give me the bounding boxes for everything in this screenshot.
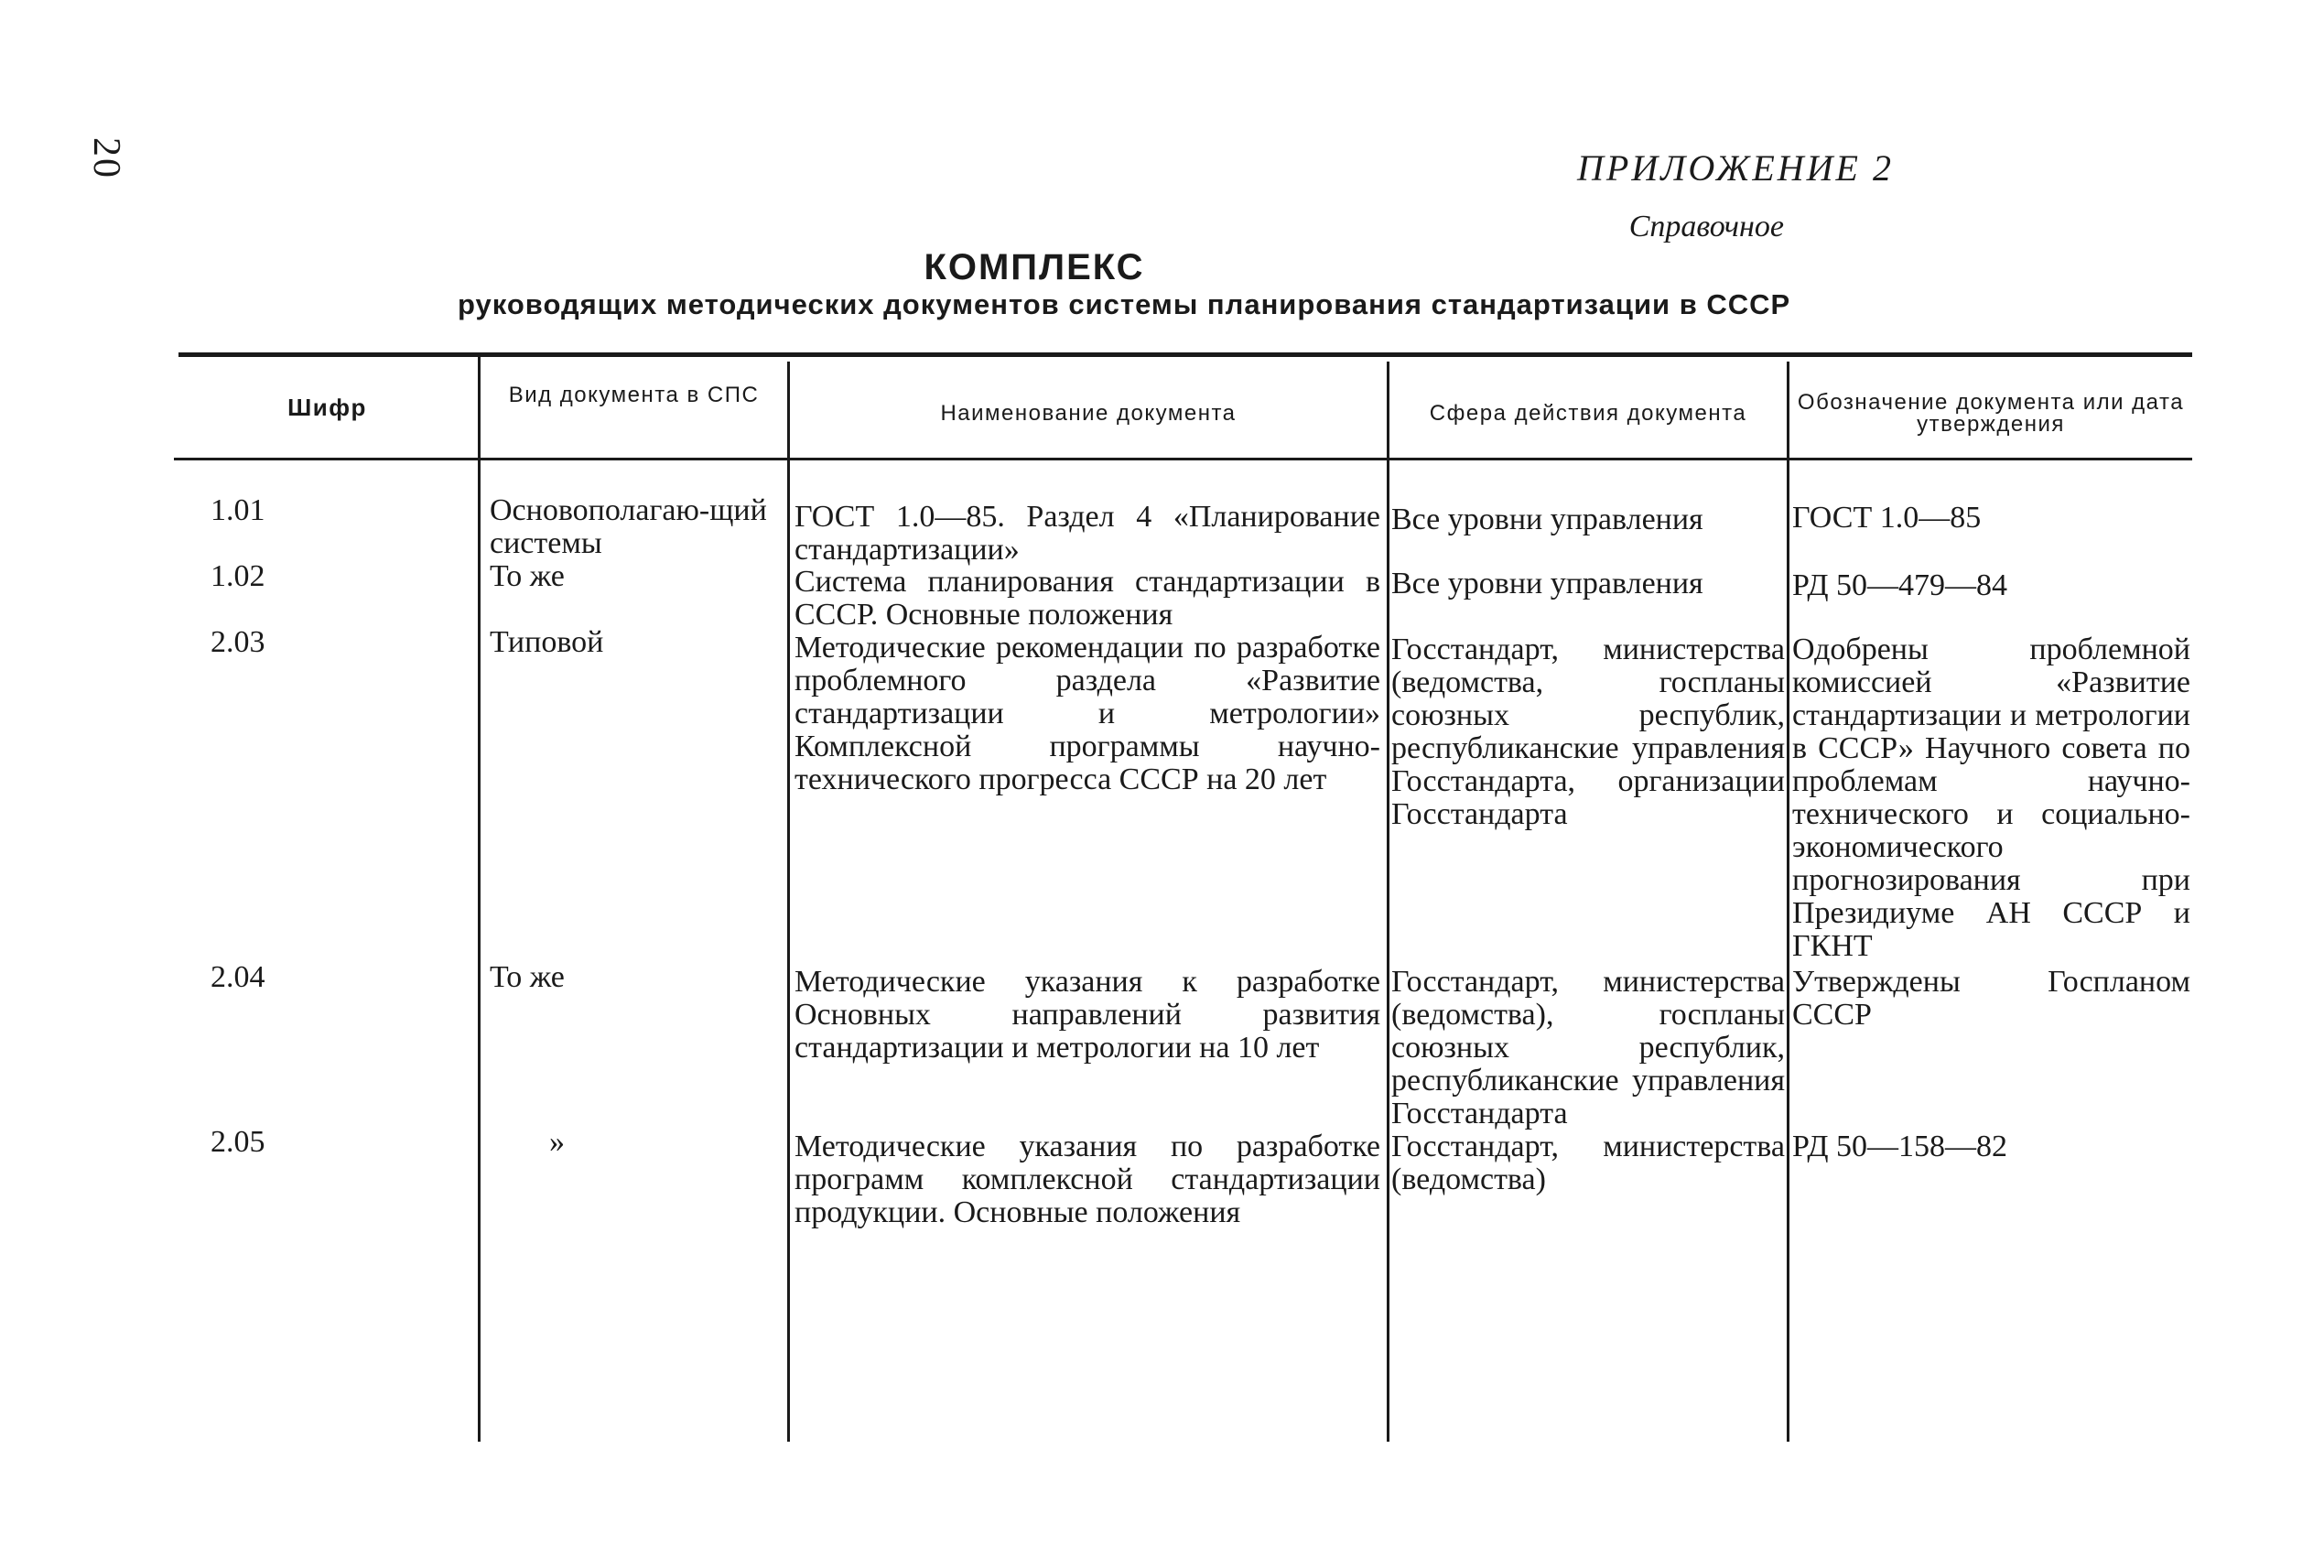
row-code: 1.01 <box>211 493 265 527</box>
row-designation: РД 50—158—82 <box>1792 1130 2008 1163</box>
row-designation: ГОСТ 1.0—85 <box>1792 501 1982 535</box>
header-kind: Вид документа в СПС <box>508 383 760 407</box>
document-subtitle: руководящих методических документов системы планирования стандартизации в СССР <box>458 288 1791 320</box>
page-number: 20 <box>85 137 127 179</box>
row-name: ГОСТ 1.0—85. Раздел 4 «Планирование стандартизации» <box>794 500 1380 567</box>
row-name: Система планирования стандартизации в СССР. Основные положения <box>794 565 1380 632</box>
row-code: 2.03 <box>211 625 265 659</box>
header-code: Шифр <box>287 394 367 421</box>
column-divider <box>478 357 481 1442</box>
appendix-subtitle: Справочное <box>1628 210 1784 243</box>
row-kind: Основополагаю-щий системы <box>490 493 767 560</box>
row-scope: Все уровни управления <box>1391 567 1703 600</box>
row-scope: Все уровни управления <box>1391 503 1703 536</box>
column-divider <box>787 362 790 1442</box>
row-name: Методические указания по разработке программ комплексной стандартизации продукции. Основные положения <box>794 1130 1380 1229</box>
row-designation: РД 50—479—84 <box>1792 568 2008 602</box>
document-title: КОМПЛЕКС <box>924 247 1145 287</box>
row-code: 2.05 <box>211 1125 265 1159</box>
column-divider <box>1787 362 1789 1442</box>
header-scope: Сфера действия документа <box>1429 401 1747 426</box>
row-designation: Одобрены проблемной комиссией «Развитие стандартизации и метрологии в СССР» Научного совета по проблемам научно-технического и социально-экономического прогнозирования при Президиуме АН СССР и ГКНТ <box>1792 633 2190 963</box>
row-name: Методические указания к разработке Основных направлений развития стандартизации и метрологии на 10 лет <box>794 965 1380 1065</box>
row-code: 2.04 <box>211 960 265 994</box>
row-scope: Госстандарт, министерства (ведомства) <box>1391 1130 1785 1196</box>
header-name: Наименование документа <box>940 401 1237 426</box>
appendix-title: ПРИЛОЖЕНИЕ 2 <box>1577 147 1894 189</box>
row-kind: То же <box>490 559 565 593</box>
row-scope: Госстандарт, министерства (ведомства), госпланы союзных республик, республиканские управления Госстандарта <box>1391 965 1785 1130</box>
header-designation: Обозначение документа или дата утверждения <box>1797 390 2185 437</box>
appendix-block <box>1577 146 1894 244</box>
table-header-rule <box>174 458 2192 460</box>
row-name: Методические рекомендации по разработке проблемного раздела «Развитие стандартизации и метрологии» Комплексной программы научно-технического прогресса СССР на 20 лет <box>794 631 1380 796</box>
row-code: 1.02 <box>211 559 265 593</box>
column-divider <box>1387 362 1389 1442</box>
row-kind: То же <box>490 960 565 994</box>
row-designation: Утверждены Госпланом СССР <box>1792 965 2190 1032</box>
row-kind: » <box>549 1125 565 1159</box>
row-scope: Госстандарт, министерства (ведомства, госпланы союзных республик, республиканские управления Госстандарта, организации Госстандарта <box>1391 633 1785 831</box>
row-kind: Типовой <box>490 625 604 659</box>
table-top-rule <box>178 352 2192 357</box>
